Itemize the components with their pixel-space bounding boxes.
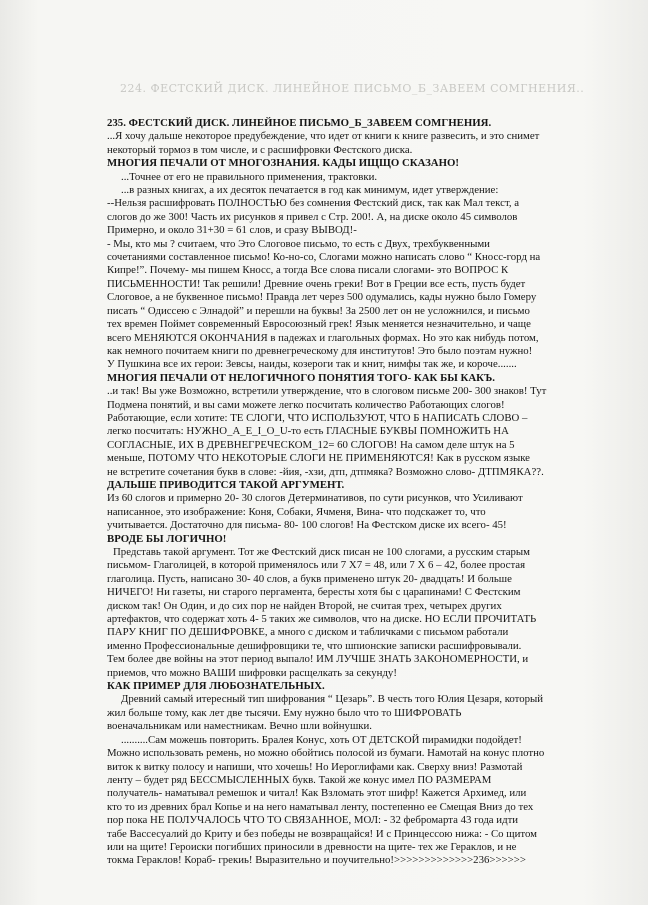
section-title: 235. ФЕСТСКИЙ ДИСК. ЛИНЕЙНОЕ ПИСЬМО_Б_ЗАВЕЕМ СОМГНЕНИЯ. <box>107 117 492 129</box>
text-line: Примерно, и около 31+30 = 61 слов, и сразу ВЫВОД!- <box>107 224 357 237</box>
text-line: токма Гераклов! Кораб- грекиь! Выразительно и поучительно!>>>>>>>>>>>>>236>>>>>> <box>107 854 526 867</box>
text-line: --Нельзя расшифровать ПОЛНОСТЬЮ без сомнения Фестский диск, так как Мал текст, а <box>107 197 520 210</box>
text-line: глаголица. Пусть, написано 30- 40 слов, а букв применено штук 20- двадцать! И больше <box>107 572 512 585</box>
text-line: сочетаниями составленное письмо! Ко-но-со, Слогами можно написать слово “ Кносс-горд на <box>107 251 541 264</box>
text-line: получатель- наматывал ремешок и читал! Как Взломать этот шифр! Кажется Архимед, или <box>107 787 527 800</box>
text-line: приемов, что можно ВАШИ шифровки расщелкать за секунду! <box>107 666 397 679</box>
text-line: Подмена понятий, и вы сами можете легко посчитать количество Работающих слогов! <box>107 398 505 411</box>
text-line: пор пока НЕ ПОЛУЧАЛОСЬ ЧТО ТО СВЯЗАННОЕ, МОЛ: - 32 фебромарта 43 года идти <box>107 814 519 827</box>
text-line: Из 60 слогов и примерно 20- 30 слогов Детерминативов, по сути рисунков, что Усиливают <box>107 492 523 505</box>
text-line: табе Вассесуалий до Криту и без победы не возвращайся! И с Принцессою нижа: - Со щитом <box>107 827 537 840</box>
text-line: Древний самый итересный тип шифрования “ Цезарь”. В честь того Юлия Цезаря, который <box>121 693 544 706</box>
text-line: ..и так! Вы уже Возможно, встретили утверждение, что в слоговом письме 200- 300 знаков! Тут <box>107 385 547 398</box>
text-line: Работающие, если хотите: ТЕ СЛОГИ, ЧТО ИСПОЛЬЗУЮТ, ЧТО Б НАПИСАТЬ СЛОВО – <box>107 411 528 424</box>
document-body <box>107 117 643 868</box>
text-line: не встретите сочетания букв в слове: -йия, -хзи, дтп, дтпмяка? Возможно слово- ДТПМЯКА??. <box>107 465 544 478</box>
text-line: Кипре!”. Почему- мы пишем Кносс, а тогда Все слова писали слогами- это ВОПРОС К <box>107 264 509 277</box>
text-line: легко посчитать: НУЖНО_А_E_I_O_U-то есть ГЛАСНЫЕ БУКВЫ ПОМНОЖИТЬ НА <box>107 425 509 438</box>
text-line: ...Точнее от его не правильного применения, трактовки. <box>121 170 378 183</box>
text-line: письмом- Глаголицей, в которой применялось или 7 Х7 = 48, или 7 Х 6 – 42, более простая <box>107 559 526 572</box>
text-line: именно Профессиональные дешифровщики те, что шпионские записки расшифровывали. <box>107 639 522 652</box>
text-line: всего МЕНЯЮТСЯ ОКОНЧАНИЯ в падежах и глагольных формах. Но это как нибудь потом, <box>107 331 539 344</box>
text-line: тех времен Поймет современный Евросоюзный грек! Язык меняется незначительно, и чаще <box>107 318 531 331</box>
text-line: слогов до же 300! Часть их рисунков я привел с Стр. 200!. А, на диске около 45 символов <box>107 210 518 223</box>
heading: ДАЛЬШЕ ПРИВОДИТСЯ ТАКОЙ АРГУМЕНТ. <box>107 478 345 491</box>
text-line: - Мы, кто мы ? считаем, что Это Слоговое письмо, то есть с Двух, трехбуквенными <box>107 237 490 250</box>
text-line: Можно использовать ремень, но можно обойтись полосой из бумаги. Намотай на конус плотно <box>107 747 545 760</box>
text-line: ПАРУ КНИГ ПО ДЕШИФРОВКЕ, а много с диском и табличками с письмом работали <box>107 626 509 639</box>
text-line: учитывается. Достаточно для письма- 80- 100 слогов! На Фестском диске их всего- 45! <box>107 519 507 532</box>
text-line: ...Я хочу дальше некоторое предубеждение, что идет от книги к книге развесить, и это снимет <box>107 130 540 143</box>
text-line: написанное, это изображение: Коня, Собаки, Ячменя, Вина- что подскажет то, что <box>107 505 486 518</box>
text-line: жил больше тому, как лет две тысячи. Ему нужно было что то ШИФРОВАТЬ <box>107 706 462 719</box>
text-line: или на щите! Героиски погибших приносили в древности на щите- тех же Гераклов, и не <box>107 840 517 853</box>
heading: ВРОДЕ БЫ ЛОГИЧНО! <box>107 532 227 545</box>
heading: МНОГИЯ ПЕЧАЛИ ОТ МНОГОЗНАНИЯ. КАДЫ ИЩЩО СКАЗАНО! <box>107 157 459 170</box>
text-line: виток к витку полосу и напиши, что хочешь! Но Иероглифами как. Сверху вниз! Размотай <box>107 760 523 773</box>
text-line: ...в разных книгах, а их десяток печатается в год как минимум, идет утверждение: <box>121 184 499 197</box>
text-line: СОГЛАСНЫЕ, ИХ В ДРЕВНЕГРЕЧЕСКОМ_12= 60 СЛОГОВ! На самом деле штук на 5 <box>107 438 515 451</box>
text-line: кто то из древних брал Копье и на него наматывал ленту, постепенно ее Смещая Вниз до тех <box>107 800 534 813</box>
text-line: военачальникам или наместникам. Вечно шли войнушки. <box>107 720 372 733</box>
text-line: НИЧЕГО! Ни газеты, ни старого пергамента, бересты хотя бы с царапинами! С Фестским <box>107 586 521 599</box>
text-line: ленту – будет ряд БЕССМЫСЛЕННЫХ букв. Такой же конус имел ПО РАЗМЕРАМ <box>107 773 492 786</box>
text-line: артефактов, что содержат хоть 4- 5 таких же символов, что на диске. НО ЕСЛИ ПРОЧИТАТЬ <box>107 613 537 626</box>
text-line: У Пушкина все их герои: Зевсы, наиды, козероги так и книт, нимфы так же, и короче....... <box>107 358 517 371</box>
text-line: ПИСЬМЕННОСТИ! Так решили! Древние очень греки! Вот в Греции все есть, пусть будет <box>107 277 526 290</box>
bleed-through-header: 224. ФЕСТСКИЙ ДИСК. ЛИНЕЙНОЕ ПИСЬМО_Б_ЗАВЕЕМ СОМГНЕНИЯ.. <box>120 82 585 95</box>
heading: КАК ПРИМЕР ДЛЯ ЛЮБОЗНАТЕЛЬНЫХ. <box>107 680 325 693</box>
text-line: Представь такой аргумент. Тот же Фестский диск писан не 100 слогами, а русским старым <box>113 546 531 558</box>
text-line: ..........Сам можешь повторить. Бралея Конус, хоть ОТ ДЕТСКОЙ пирамидки подойдет! <box>121 733 522 746</box>
text-line: писать “ Одиссею с Элнадой” и перешли на буквы! За 2500 лет он не усложнился, и письмо <box>107 304 530 317</box>
text-line: меньше, ПОТОМУ ЧТО НЕКОТОРЫЕ СЛОГИ НЕ ПРИМЕНЯЮТСЯ! Как в русском языке <box>107 452 530 465</box>
heading: МНОГИЯ ПЕЧАЛИ ОТ НЕЛОГИЧНОГО ПОНЯТИЯ ТОГО- КАК БЫ КАКЪ. <box>107 371 495 384</box>
text-line: как немного почитаем книги по древнегреческому для институтов! Это было поэтам нужно! <box>107 344 533 357</box>
text-line: Тем более две войны на этот период выпало! ИМ ЛУЧШЕ ЗНАТЬ ЗАКОНОМЕРНОСТИ, и <box>107 653 529 666</box>
text-line: Слоговое, а не буквенное письмо! Правда лет через 500 одумались, кады нужно было Гомеру <box>107 291 537 304</box>
text-line: некоторый тормоз в том числе, и с расшифровки Фестского диска. <box>107 143 413 156</box>
text-line: диском так! Он Один, и до сих пор не найден Второй, не считая трех, четырех других <box>107 599 502 612</box>
